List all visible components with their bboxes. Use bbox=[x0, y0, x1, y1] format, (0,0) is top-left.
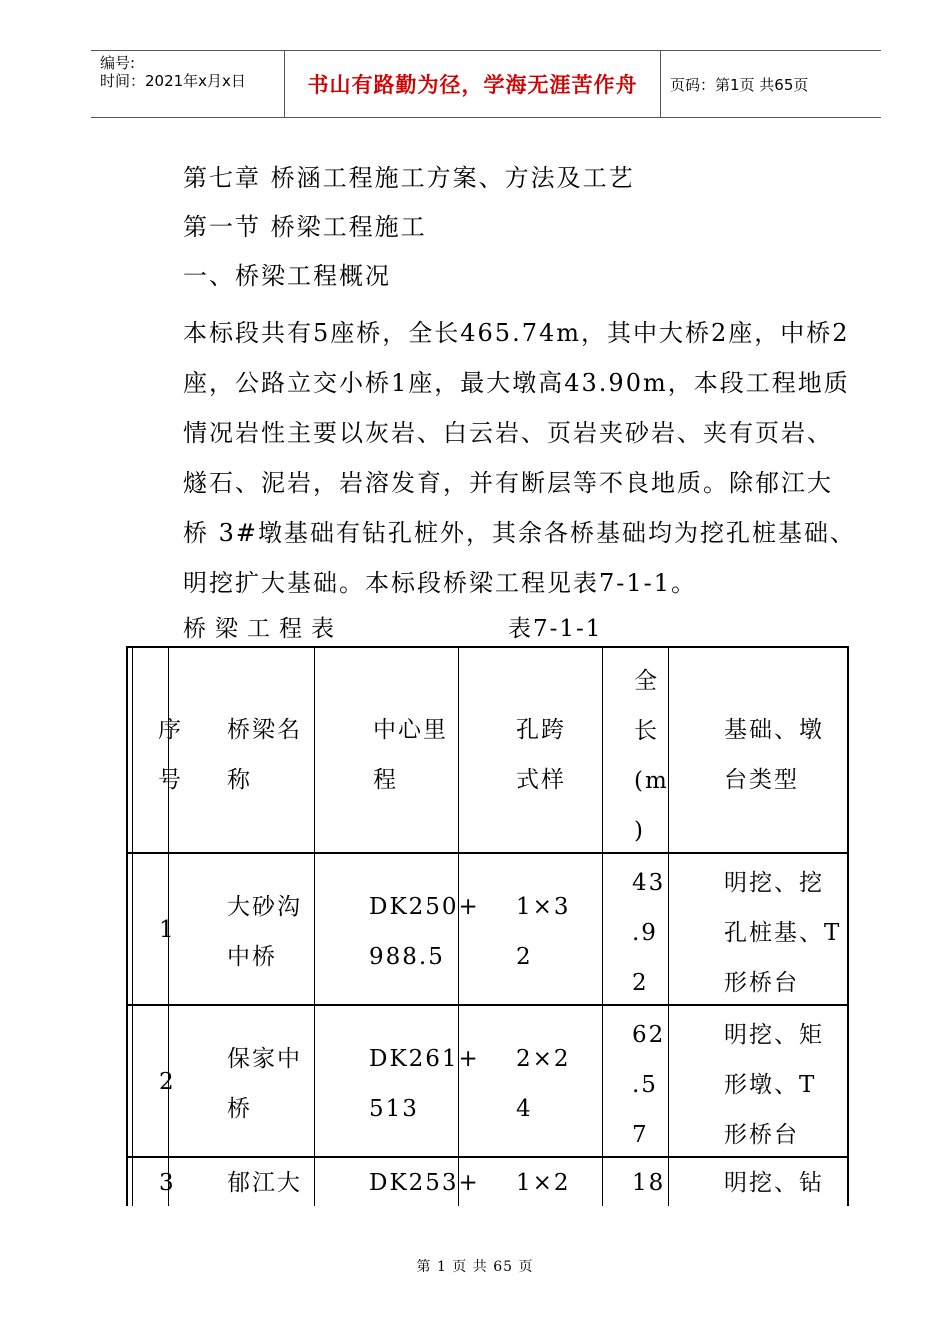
row3-length: 18 bbox=[632, 1170, 666, 1196]
table-col-divider bbox=[314, 648, 315, 1206]
page-header bbox=[91, 50, 881, 118]
row2-span: 2×2 4 bbox=[516, 1046, 571, 1122]
table-col-divider bbox=[602, 648, 603, 1206]
overview-paragraph bbox=[183, 308, 857, 608]
paragraph-line: 燧石、泥岩，岩溶发育，并有断层等不良地质。除郁江大 bbox=[183, 469, 833, 497]
header-cell-name: 桥梁名 称 bbox=[227, 717, 302, 793]
header-meta bbox=[91, 51, 284, 117]
row3-no: 3 bbox=[159, 1170, 176, 1196]
row2-mileage: DK261+ 513 bbox=[369, 1046, 480, 1122]
table-caption: 桥梁工程表 bbox=[183, 616, 343, 642]
chapter-title: 第七章 桥涵工程施工方案、方法及工艺 bbox=[183, 164, 635, 192]
subsection-title: 一、桥梁工程概况 bbox=[183, 262, 391, 290]
row1-span: 1×3 2 bbox=[516, 894, 571, 970]
section-title: 第一节 桥梁工程施工 bbox=[183, 213, 427, 241]
row1-no: 1 bbox=[159, 917, 176, 943]
paragraph-line: 座，公路立交小桥1座，最大墩高43.90m，本段工程地质 bbox=[183, 369, 850, 397]
row2-no: 2 bbox=[159, 1069, 176, 1095]
header-cell-mileage: 中心里 程 bbox=[373, 717, 448, 793]
table-row-divider bbox=[128, 852, 847, 854]
row2-name: 保家中 桥 bbox=[227, 1046, 302, 1122]
header-cell-length: 全 长 (m ) bbox=[634, 668, 669, 844]
header-motto: 书山有路勤为径，学海无涯苦作舟 bbox=[284, 51, 661, 117]
row3-foundation: 明挖、钻 bbox=[724, 1170, 824, 1196]
paragraph-line: 情况岩性主要以灰岩、白云岩、页岩夹砂岩、夹有页岩、 bbox=[183, 419, 833, 447]
header-cell-foundation: 基础、墩 台类型 bbox=[724, 717, 824, 793]
row3-span: 1×2 bbox=[516, 1170, 571, 1196]
row1-length: 43 .9 2 bbox=[632, 870, 666, 996]
header-code-label: 编号: bbox=[100, 54, 136, 72]
header-cell-no: 序 号 bbox=[158, 717, 183, 793]
paragraph-line: 桥 3#墩基础有钻孔桩外，其余各桥基础均为挖孔桩基础、 bbox=[183, 519, 857, 547]
row3-name: 郁江大 bbox=[227, 1170, 302, 1196]
row3-mileage: DK253+ bbox=[369, 1170, 480, 1196]
header-time-label: 时间：2021年x月x日 bbox=[100, 72, 246, 90]
paragraph-line: 明挖扩大基础。本标段桥梁工程见表7-1-1。 bbox=[183, 569, 698, 597]
row1-name: 大砂沟 中桥 bbox=[227, 894, 302, 970]
header-page-info: 页码：第1页 共65页 bbox=[670, 75, 809, 94]
page-footer: 第 1 页 共 65 页 bbox=[416, 1259, 534, 1275]
row1-foundation: 明挖、挖 孔桩基、T 形桥台 bbox=[724, 870, 842, 996]
header-cell-span: 孔跨 式样 bbox=[516, 717, 566, 793]
row2-foundation: 明挖、矩 形墩、T 形桥台 bbox=[724, 1022, 824, 1148]
row2-length: 62 .5 7 bbox=[632, 1022, 666, 1148]
paragraph-line: 本标段共有5座桥，全长465.74m，其中大桥2座，中桥2 bbox=[183, 319, 850, 347]
row1-mileage: DK250+ 988.5 bbox=[369, 894, 480, 970]
table-number: 表7-1-1 bbox=[508, 616, 603, 642]
bridge-table bbox=[126, 646, 849, 1206]
